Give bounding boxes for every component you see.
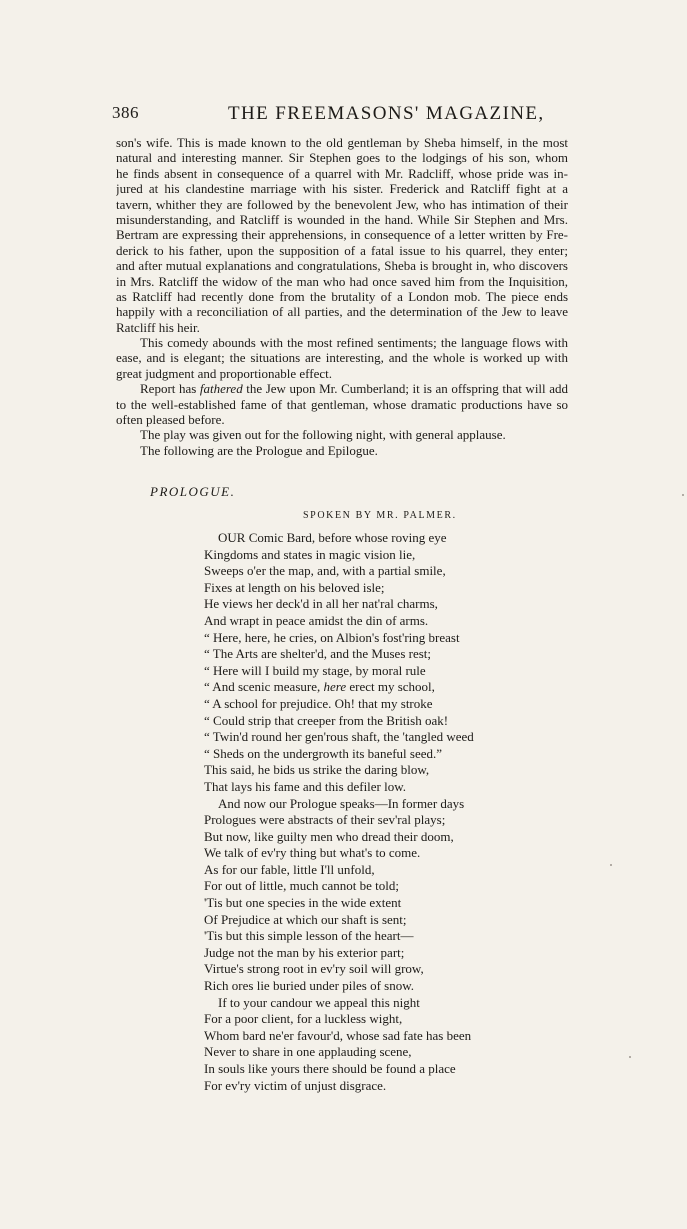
prose-line: The following are the Prologue and Epilogue. [140, 442, 378, 458]
prose-line: to the well-established fame of that gentleman, whose dramatic productions have so [116, 396, 568, 412]
prose-line: as Ratcliff had recently done from the brutality of a London mob. The piece ends [116, 288, 568, 304]
verse-line: Rich ores lie buried under piles of snow. [204, 978, 414, 994]
verse-line: In souls like yours there should be found a place [204, 1061, 456, 1076]
prose-line: derick to his father, upon the supposition of a fatal issue to his quarrel, they enter; [116, 242, 568, 258]
paper-speck [610, 864, 612, 866]
verse-line: Whom bard ne'er favour'd, whose sad fate has been [204, 1027, 472, 1043]
verse-line: “ A school for prejudice. Oh! that my stroke [204, 695, 433, 711]
verse-line: For a poor client, for a luckless wight, [204, 1011, 403, 1027]
verse-line: “ And scenic measure, here erect my school, [204, 679, 435, 695]
prologue-speaker: SPOKEN BY MR. PALMER. [303, 510, 457, 521]
verse-line: This said, he bids us strike the daring blow, [204, 762, 430, 778]
prose-line: ease, and is elegant; the situations are interesting, and the whole is worked up with [116, 350, 568, 366]
prose-line: great judgment and proportionable effect. [116, 365, 332, 381]
article-text [116, 135, 568, 458]
magazine-title: THE FREEMASONS' MAGAZINE, [228, 103, 545, 124]
verse-line: “ Twin'd round her gen'rous shaft, the 'tangled weed [204, 729, 474, 745]
verse-line: OUR Comic Bard, before whose roving eye [218, 530, 447, 545]
prose-line: Bertram are expressing their apprehensions, in consequence of a letter written by Fre- [116, 227, 568, 243]
verse-line: “ Here will I build my stage, by moral rule [204, 662, 426, 678]
prose-line: Report has fathered the Jew upon Mr. Cumberland; it is an offspring that will add [140, 381, 568, 397]
prose-line: son's wife. This is made known to the old gentleman by Sheba himself, in the most [116, 135, 568, 150]
verse-line: For ev'ry victim of unjust disgrace. [204, 1077, 387, 1093]
verse-line: As for our fable, little I'll unfold, [204, 861, 375, 877]
verse-line: Judge not the man by his exterior part; [204, 944, 405, 960]
paper-speck [629, 1056, 631, 1058]
paper-speck [682, 494, 684, 496]
verse-line: For out of little, much cannot be told; [204, 878, 399, 894]
prose-line: misunderstanding, and Ratcliff is wounded in the hand. While Sir Stephen and Mrs. [116, 211, 568, 227]
running-head [112, 103, 580, 129]
verse-line: Of Prejudice at which our shaft is sent; [204, 911, 407, 927]
prose-line: tavern, whither they are followed by the benevolent Jew, who has intimation of their [116, 196, 568, 212]
verse-line: If to your candour we appeal this night [218, 994, 420, 1010]
verse-line: 'Tis but one species in the wide extent [204, 895, 402, 911]
page-number: 386 [112, 103, 139, 122]
verse-line: He views her deck'd in all her nat'ral charms, [204, 596, 438, 612]
verse-line: “ Sheds on the undergrowth its baneful seed.” [204, 745, 443, 761]
verse-line: “ The Arts are shelter'd, and the Muses rest; [204, 646, 432, 662]
verse-line: That lays his fame and this defiler low. [204, 778, 407, 794]
verse-line: 'Tis but this simple lesson of the heart— [204, 928, 414, 944]
verse-line: Fixes at length on his beloved isle; [204, 579, 385, 595]
prose-line: This comedy abounds with the most refined sentiments; the language flows with [140, 335, 568, 351]
prose-line: Ratcliff his heir. [116, 319, 200, 335]
verse-line: Prologues were abstracts of their sev'ral plays; [204, 812, 446, 828]
verse-line: We talk of ev'ry thing but what's to come. [204, 845, 421, 861]
prose-line: he finds absent in consequence of a quarrel with Mr. Radcliff, whose pride was in- [116, 165, 568, 181]
prose-line: in Mrs. Ratcliff the widow of the man who had once saved him from the Inquisition, [116, 273, 568, 289]
verse-line: “ Could strip that creeper from the British oak! [204, 712, 449, 728]
verse-line: But now, like guilty men who dread their doom, [204, 828, 454, 844]
prose-line: The play was given out for the following night, with general applause. [140, 427, 506, 443]
verse-line: Never to share in one applauding scene, [204, 1044, 412, 1060]
prose-line: happily with a reconciliation of all parties, and the determination of the Jew to leave [116, 304, 568, 320]
verse-line: “ Here, here, he cries, on Albion's fost'ring breast [204, 629, 460, 645]
verse-line: Sweeps o'er the map, and, with a partial smile, [204, 563, 446, 579]
prologue-verse [204, 530, 584, 1094]
prose-line: often pleased before. [116, 412, 225, 428]
verse-line: Virtue's strong root in ev'ry soil will grow, [204, 961, 424, 977]
prose-line: jured at his clandestine marriage with his sister. Frederick and Ratcliff fight at a [116, 181, 568, 197]
verse-line: Kingdoms and states in magic vision lie, [204, 546, 416, 562]
verse-line: And wrapt in peace amidst the din of arms. [204, 612, 429, 628]
verse-line: And now our Prologue speaks—In former days [218, 795, 465, 811]
prologue-title: PROLOGUE. [150, 484, 236, 499]
prose-line: and after mutual explanations and congratulations, Sheba is brought in, who discovers [116, 258, 568, 274]
prose-line: natural and interesting manner. Sir Stephen goes to the lodgings of his son, whom [116, 150, 568, 166]
